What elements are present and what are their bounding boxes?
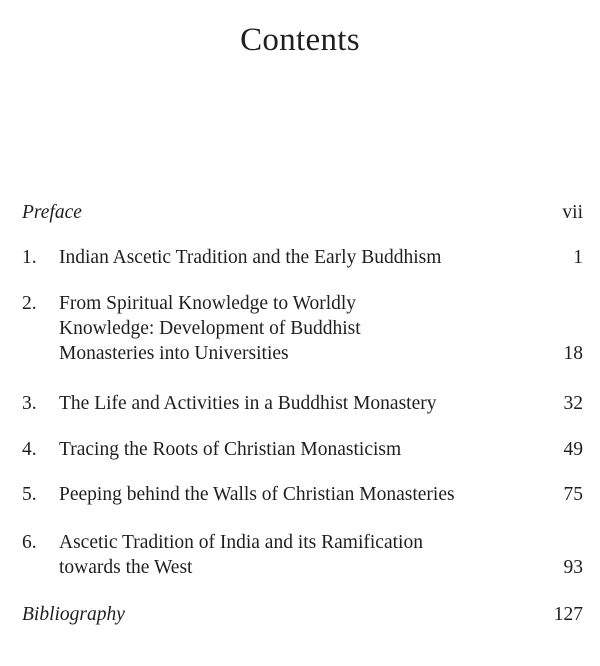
page-title: Contents: [240, 22, 360, 58]
toc-chapter-title: Tracing the Roots of Christian Monasticism: [59, 439, 402, 460]
toc-page-number: 75: [563, 484, 583, 505]
toc-page-number: 1: [573, 247, 583, 268]
toc-page-number: 32: [563, 393, 583, 414]
toc-chapter-number: 4.: [22, 439, 37, 460]
toc-entry-label: Preface: [22, 202, 82, 223]
toc-chapter-title: The Life and Activities in a Buddhist Monastery: [59, 393, 437, 414]
toc-chapter-number: 5.: [22, 484, 37, 505]
toc-page-number: 93: [563, 557, 583, 578]
toc-page-number: vii: [562, 202, 583, 223]
toc-chapter-title: Indian Ascetic Tradition and the Early Buddhism: [59, 247, 442, 268]
toc-chapter-title: From Spiritual Knowledge to Worldly Knowledge: Development of Buddhist Monasteries into Universities: [59, 293, 361, 364]
toc-page-number: 49: [563, 439, 583, 460]
toc-page-number: 18: [563, 343, 583, 364]
toc-chapter-number: 1.: [22, 247, 37, 268]
toc-chapter-title: Peeping behind the Walls of Christian Monasteries: [59, 484, 455, 505]
toc-chapter-title: Ascetic Tradition of India and its Ramification towards the West: [59, 532, 423, 578]
toc-chapter-number: 3.: [22, 393, 37, 414]
toc-page-number: 127: [553, 604, 583, 625]
toc-chapter-number: 2.: [22, 293, 37, 314]
toc-entry-label: Bibliography: [22, 604, 125, 625]
toc-chapter-number: 6.: [22, 532, 37, 553]
